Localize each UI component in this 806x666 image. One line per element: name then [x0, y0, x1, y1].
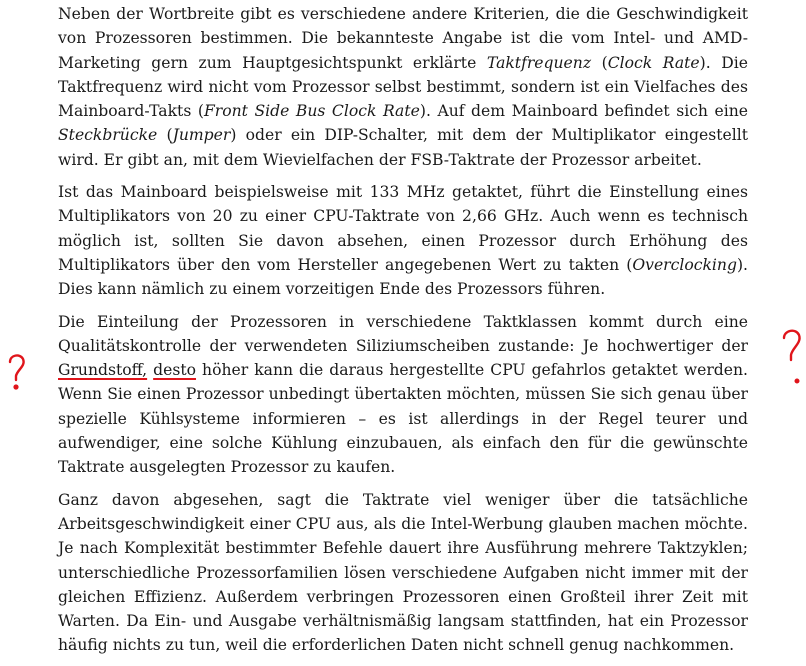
italic-term: Taktfrequenz: [486, 53, 592, 72]
right-question-mark-icon: [784, 331, 800, 383]
underlined-word: desto: [153, 361, 197, 380]
underlined-word: Grundstoff,: [58, 361, 148, 380]
text-run: (: [591, 53, 608, 72]
italic-term: Clock Rate: [607, 53, 700, 72]
italic-term: Steckbrücke: [58, 126, 158, 145]
text-run: Ist das Mainboard beispielsweise mit 133 MHz getaktet, führt die Einstellung eines Multiplikators von 20 zu einer CPU-Taktrate von 2,66 GHz. Auch wenn es technisch möglich ist, sollten Sie davon absehen, einen Prozessor durch Erhöhung des Multiplikators über den vom Hersteller angegebenen Wert zu takten (: [58, 183, 748, 274]
document-body: [58, 2, 748, 666]
paragraph-clock-vs-speed: [58, 488, 748, 658]
text-run: Ganz davon abgesehen, sagt die Taktrate viel weniger über die tatsächliche Arbeitsgeschwindigkeit einer CPU aus, als die Intel-Werbung glauben machen möchte. Je nach Komplexität bestimmter Befehle dauert ihre Ausführung mehrere Taktzyklen; unterschiedliche Prozessorfamilien lösen verschiedene Aufgaben nicht immer mit der gleichen Effizienz. Außerdem verbringen Prozessoren einen Großteil ihrer Zeit mit Warten. Da Ein- und Ausgabe verhältnismäßig langsam stattfinden, hat ein Prozessor häufig nichts zu tun, weil die erforderlichen Daten nicht schnell genug nachkommen.: [58, 490, 748, 655]
text-run: Die Einteilung der Prozessoren in verschiedene Taktklassen kommt durch eine Qualitätskontrolle der verwendeten Siliziumscheiben zustande: Je hochwertiger der: [58, 312, 748, 355]
text-run: ). Dies kann nämlich zu einem vorzeitigen Ende des Prozessors führen.: [58, 255, 748, 299]
italic-term: Jumper: [172, 126, 231, 145]
paragraph-clock-classes: [58, 310, 748, 480]
text-run: höher kann die daraus hergestellte CPU gefahrlos getaktet werden. Wenn Sie einen Prozessor unbedingt übertakten möchten, müssen Sie sich genau über spezielle Kühlsysteme informieren – es ist allerdings in der Regel teurer und aufwendiger, eine solche Kühlung einzubauen, als einfach den für die gewünschte Taktrate ausgelegten Prozessor zu kaufen.: [58, 361, 748, 477]
left-question-mark-icon: [10, 355, 24, 388]
text-run: ). Die Taktfrequenz wird nicht vom Prozessor selbst bestimmt, sondern ist ein Vielfaches des Mainboard-Takts (: [58, 53, 748, 121]
text-run: ). Auf dem Mainboard befindet sich eine: [419, 102, 748, 121]
text-run: (: [157, 126, 173, 145]
paragraph-overclocking: [58, 180, 748, 301]
italic-term: Front Side Bus Clock Rate: [203, 102, 420, 121]
paragraph-clock-rate: [58, 2, 748, 172]
text-run: Neben der Wortbreite gibt es verschiedene andere Kriterien, die die Geschwindigkeit von Prozessoren bestimmen. Die bekannteste Angabe ist die vom Intel- und AMD-Marketing gern zum Hauptgesichtspunkt erklärte: [58, 5, 748, 72]
italic-term: Overclocking: [632, 255, 737, 274]
text-run: ) oder ein DIP-Schalter, mit dem der Multiplikator eingestellt wird. Er gibt an, mit dem Wievielfachen der FSB-Taktrate der Prozessor arbeitet.: [58, 126, 748, 169]
